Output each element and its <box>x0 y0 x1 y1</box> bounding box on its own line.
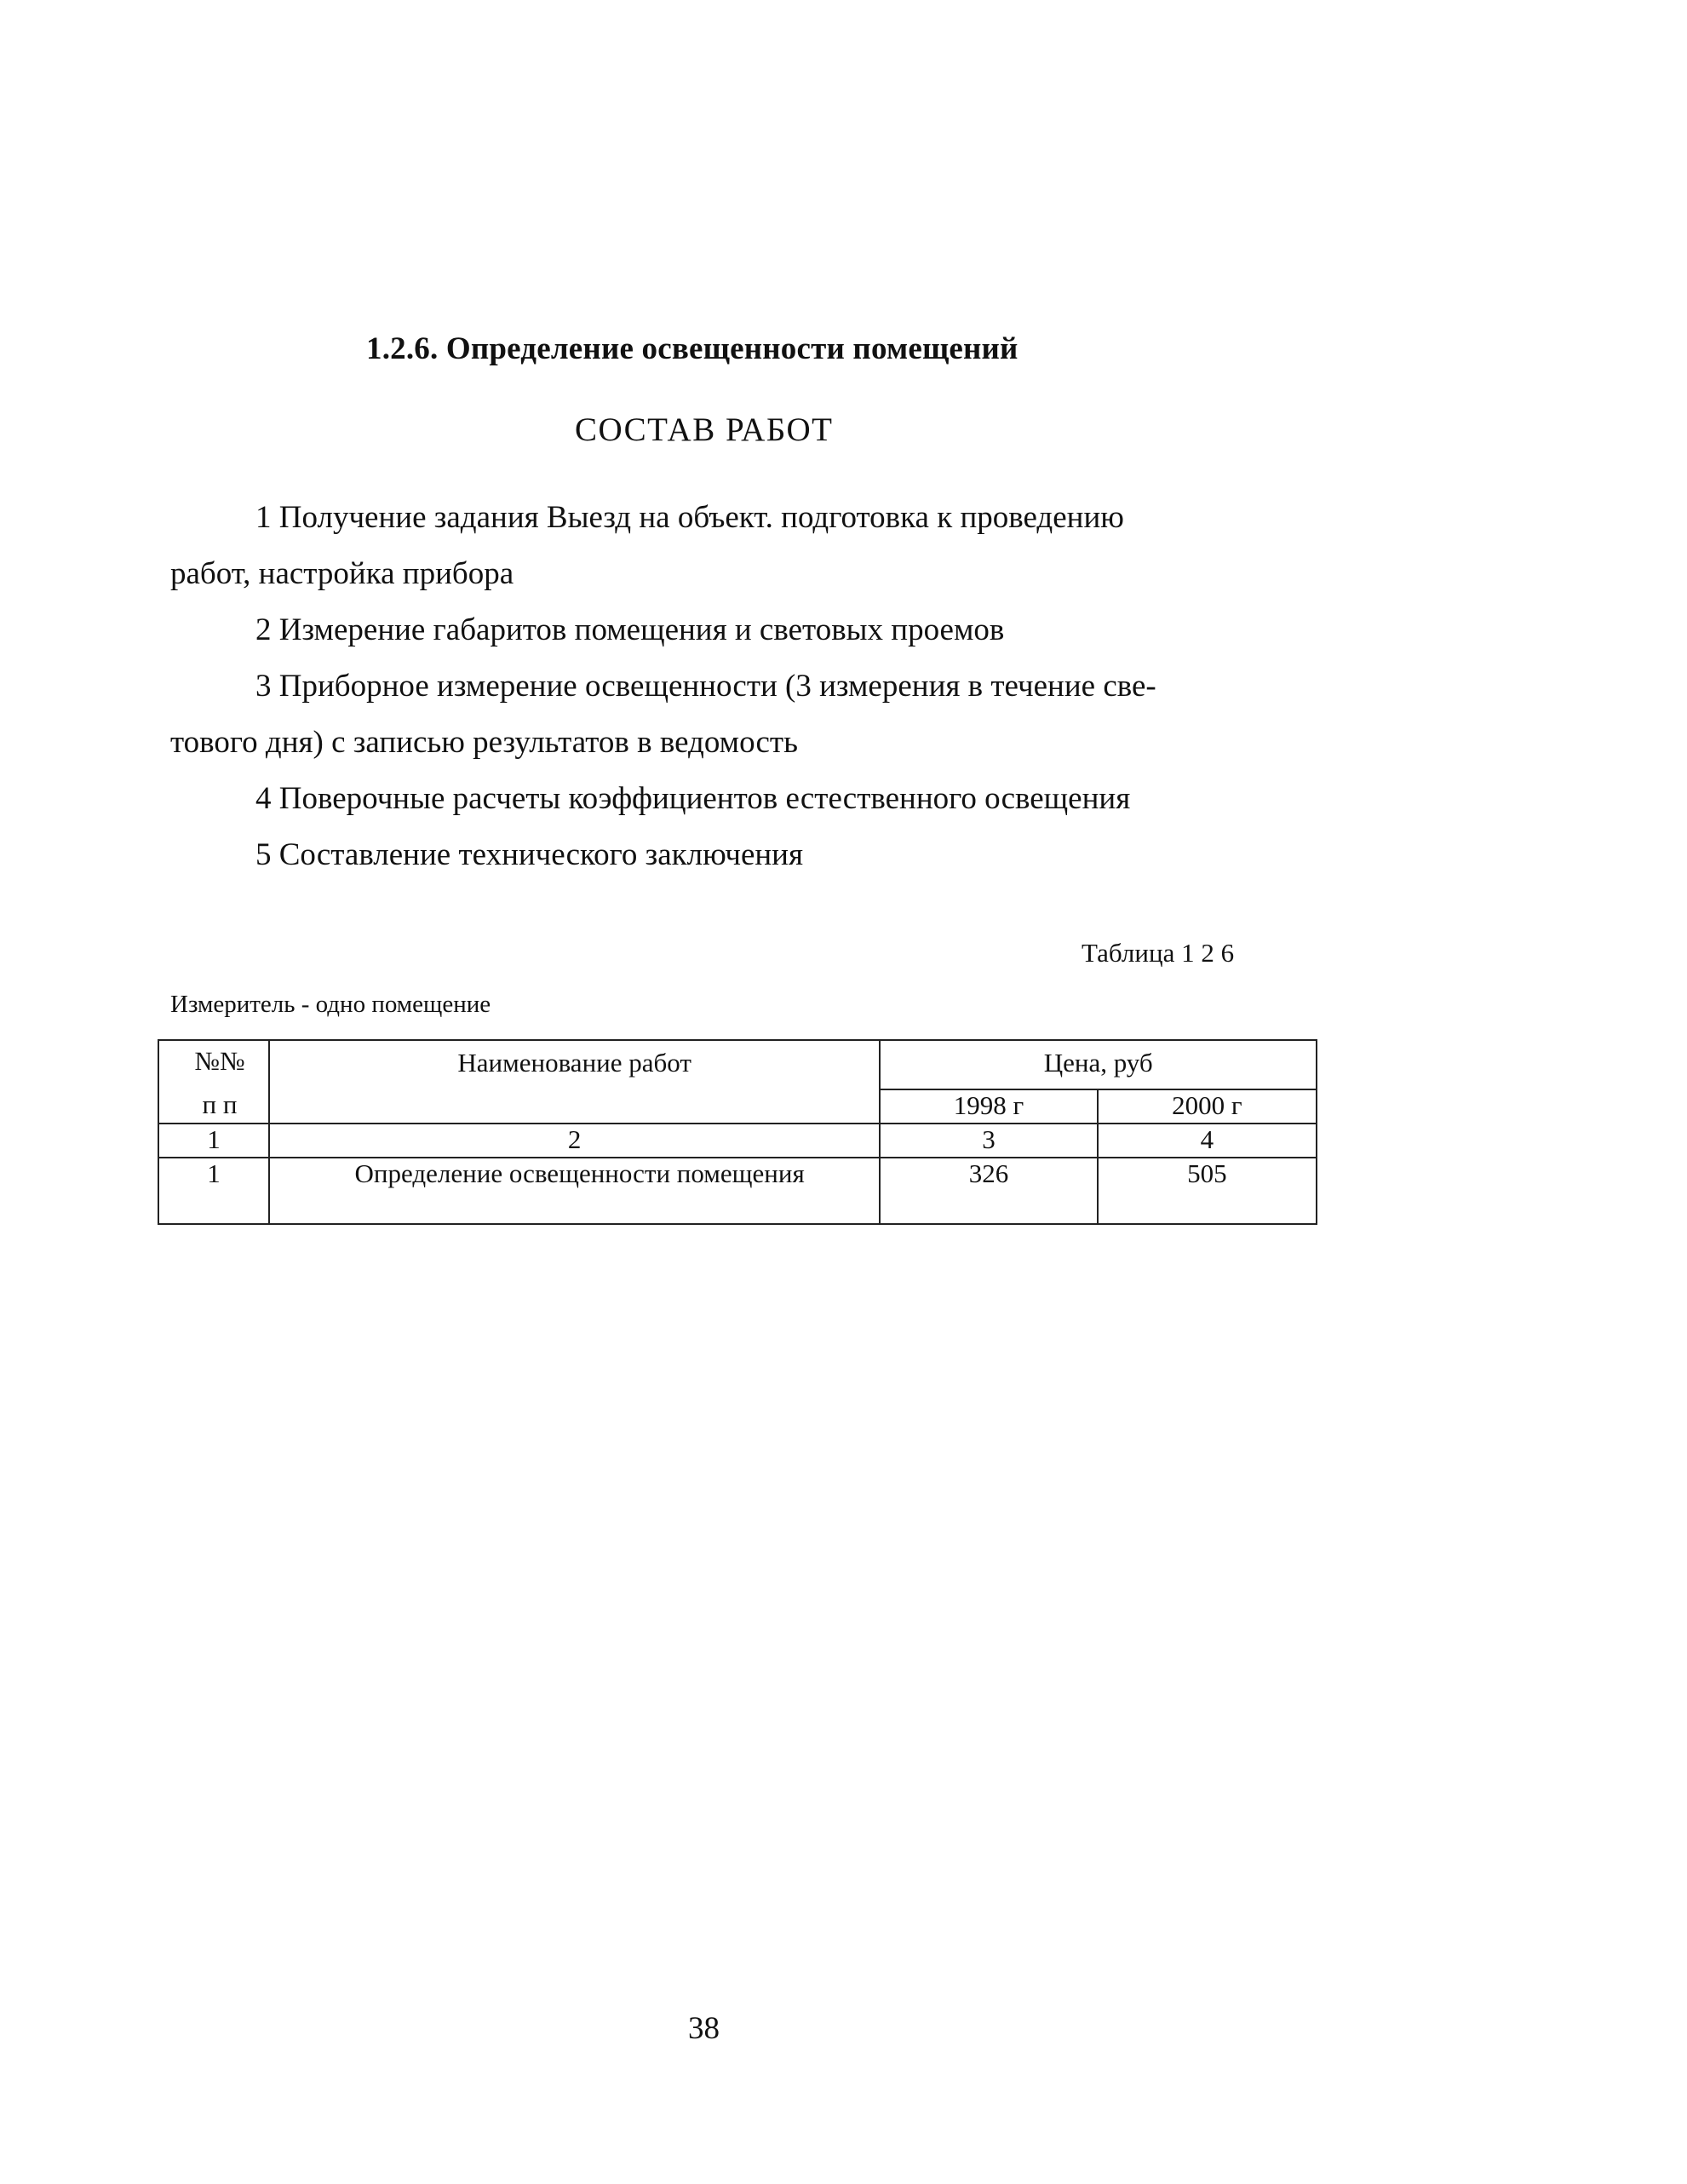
header-num-bottom: п п <box>158 1089 269 1124</box>
measurement-unit: Измеритель - одно помещение <box>170 991 491 1018</box>
section-title: 1.2.6. Определение освещенности помещений <box>366 331 1019 366</box>
work-item-2: 2 Измерение габаритов помещения и световых проемов <box>255 612 1005 647</box>
work-item-1-continued: работ, настройка прибора <box>170 556 514 591</box>
header-year-2000: 2000 г <box>1098 1089 1317 1124</box>
header-year-1998: 1998 г <box>880 1089 1097 1124</box>
header-price: Цена, руб <box>880 1040 1317 1089</box>
header-num-top: №№ <box>158 1040 269 1089</box>
page-number: 38 <box>688 2011 720 2046</box>
row-price-1998: 326 <box>880 1158 1097 1224</box>
row-work-name: Определение освещенности помещения <box>269 1158 880 1224</box>
work-item-1: 1 Получение задания Выезд на объект. подготовка к проведению <box>255 500 1124 535</box>
work-item-4: 4 Поверочные расчеты коэффициентов естественного освещения <box>255 781 1131 816</box>
row-number: 1 <box>158 1158 269 1224</box>
column-index-1: 1 <box>158 1124 269 1158</box>
work-item-3: 3 Приборное измерение освещенности (3 измерения в течение све- <box>255 669 1156 704</box>
section-subtitle: СОСТАВ РАБОТ <box>575 411 834 448</box>
work-item-3-continued: тового дня) с записью результатов в ведомость <box>170 725 798 760</box>
price-table <box>158 1039 1317 1225</box>
column-index-4: 4 <box>1098 1124 1317 1158</box>
column-index-3: 3 <box>880 1124 1097 1158</box>
row-price-2000: 505 <box>1098 1158 1317 1224</box>
column-index-row <box>158 1124 1317 1158</box>
work-item-5: 5 Составление технического заключения <box>255 837 804 872</box>
header-name: Наименование работ <box>269 1040 880 1124</box>
column-index-2: 2 <box>269 1124 880 1158</box>
table-caption: Таблица 1 2 6 <box>1082 938 1235 968</box>
table-row <box>158 1158 1317 1224</box>
